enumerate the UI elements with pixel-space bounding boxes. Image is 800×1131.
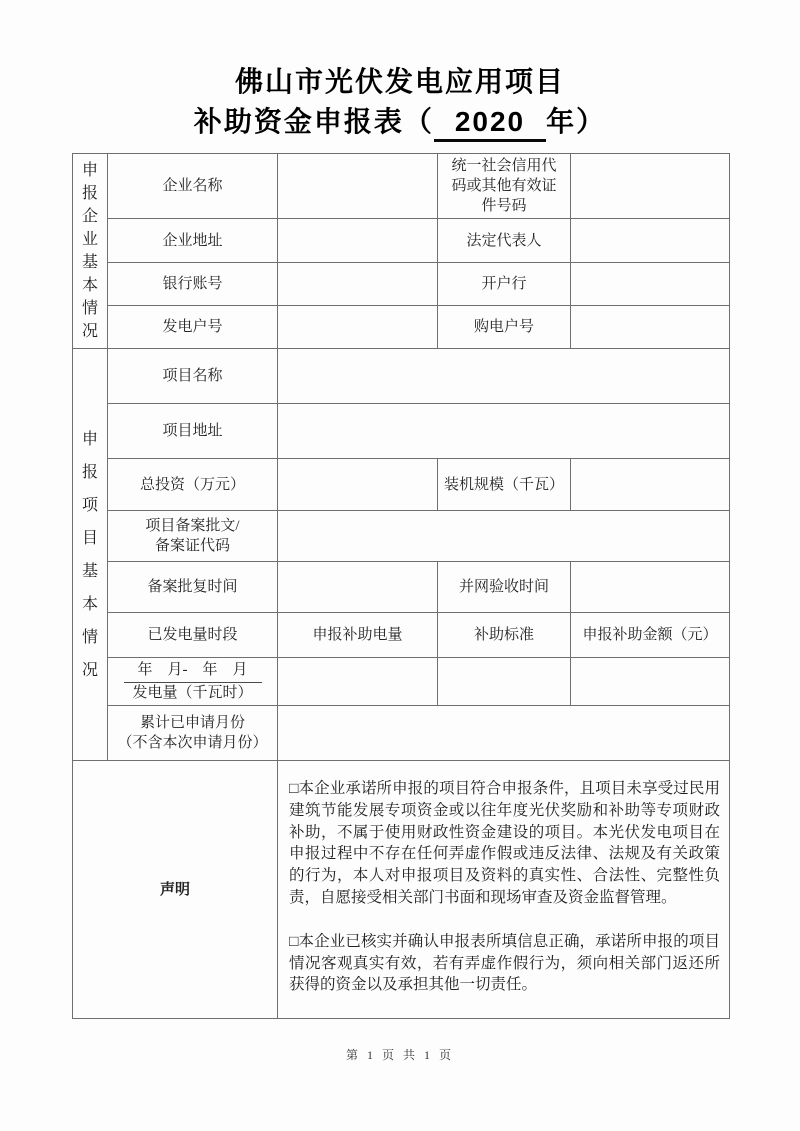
row-generation-account (73, 306, 730, 349)
row-company-name (73, 154, 730, 219)
title-year-field: 2020 (434, 105, 546, 142)
label-credit-code-line2: 码或其他有效证 (451, 178, 557, 194)
section-project-cell (73, 349, 108, 761)
section-company-label: 申报企业基本情况 (81, 162, 98, 340)
field-bank-branch (571, 263, 730, 306)
label-grid-acceptance-time: 并网验收时间 (438, 562, 571, 613)
label-company-name: 企业名称 (108, 154, 278, 219)
field-legal-representative (571, 219, 730, 263)
title-line2-suffix: 年） (546, 106, 607, 137)
label-legal-representative: 法定代表人 (438, 219, 571, 263)
label-filing-doc (108, 511, 278, 562)
field-filing-doc (278, 511, 730, 562)
title-line2 (0, 102, 800, 142)
label-project-address: 项目地址 (108, 404, 278, 459)
field-bank-account (278, 263, 438, 306)
field-company-name (278, 154, 438, 219)
cell-period (108, 658, 278, 706)
field-declared-amount (571, 658, 730, 706)
field-company-address (278, 219, 438, 263)
period-generation-label: 发电量（千瓦时） (132, 685, 253, 701)
section-company-cell (73, 154, 108, 349)
field-project-address (278, 404, 730, 459)
title-line1: 佛山市光伏发电应用项目 (234, 66, 565, 97)
header-declared-energy: 申报补助电量 (278, 613, 438, 658)
field-credit-code (571, 154, 730, 219)
row-company-address (73, 219, 730, 263)
declaration-paragraph-2: □本企业已核实并确认申报表所填信息正确，承诺所申报的项目情况客观真实有效，若有弄虚作假行为，须向相关部门返还所获得的资金以及承担其他一切责任。 (289, 932, 720, 994)
row-investment (73, 459, 730, 511)
label-purchase-account: 购电户号 (438, 306, 571, 349)
label-project-name: 项目名称 (108, 349, 278, 404)
label-applied-months-line2: （不含本次申请月份） (117, 735, 268, 751)
title-line2-prefix: 补助资金申报表（ (193, 106, 434, 137)
field-declared-energy (278, 658, 438, 706)
period-date-range-text: 年 月- 年 月 (124, 660, 262, 683)
field-subsidy-standard (438, 658, 571, 706)
declaration-content (278, 761, 730, 1019)
application-form-table (72, 153, 730, 1019)
field-applied-months (278, 706, 730, 761)
row-applied-months (73, 706, 730, 761)
label-filing-doc-line1: 项目备案批文/ (145, 518, 240, 534)
row-declaration (73, 761, 730, 1019)
section-project-label: 申报项目基本情况 (81, 430, 98, 679)
label-total-investment: 总投资（万元） (108, 459, 278, 511)
header-subsidy-standard: 补助标准 (438, 613, 571, 658)
field-project-name (278, 349, 730, 404)
field-total-investment (278, 459, 438, 511)
label-company-address: 企业地址 (108, 219, 278, 263)
label-credit-code-line3: 件号码 (481, 198, 527, 214)
field-grid-acceptance-time (571, 562, 730, 613)
row-period-values (73, 658, 730, 706)
header-generated-period: 已发电量时段 (108, 613, 278, 658)
label-declaration: 声明 (73, 761, 278, 1019)
label-generation-account: 发电户号 (108, 306, 278, 349)
field-filing-approval-time (278, 562, 438, 613)
label-filing-doc-line2: 备案证代码 (154, 538, 230, 554)
row-filing-time (73, 562, 730, 613)
row-project-name (73, 349, 730, 404)
label-credit-code (438, 154, 571, 219)
period-date-range (112, 660, 273, 683)
row-subsidy-headers (73, 613, 730, 658)
page-title (0, 62, 800, 142)
header-declared-amount: 申报补助金额（元） (571, 613, 730, 658)
label-installed-capacity: 装机规模（千瓦） (438, 459, 571, 511)
label-credit-code-line1: 统一社会信用代 (451, 158, 557, 174)
row-bank-account (73, 263, 730, 306)
row-project-address (73, 404, 730, 459)
label-applied-months (108, 706, 278, 761)
label-bank-account: 银行账号 (108, 263, 278, 306)
row-filing-doc (73, 511, 730, 562)
declaration-paragraph-1: □本企业承诺所申报的项目符合申报条件，且项目未享受过民用建筑节能发展专项资金或以往年度光伏奖励和补助等专项财政补助，不属于使用财政性资金建设的项目。本光伏发电项目在申报过程中不存在任何弄虚作假或违反法律、法规及有关政策的行为，本人对申报项目及资料的真实性、合法性、完整性负责，自愿接受相关部门书面和现场审查及资金监督管理。 (289, 780, 720, 906)
label-bank-branch: 开户行 (438, 263, 571, 306)
field-purchase-account (571, 306, 730, 349)
field-generation-account (278, 306, 438, 349)
label-applied-months-line1: 累计已申请月份 (139, 715, 245, 731)
field-installed-capacity (571, 459, 730, 511)
page-number: 第 1 页 共 1 页 (345, 1048, 454, 1062)
label-filing-approval-time: 备案批复时间 (108, 562, 278, 613)
